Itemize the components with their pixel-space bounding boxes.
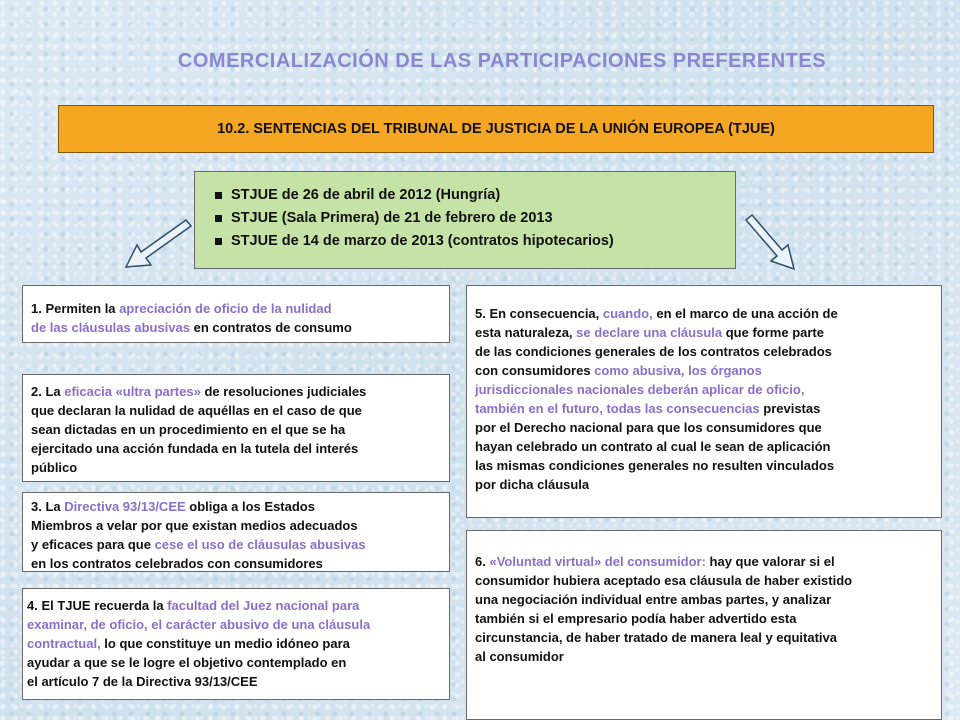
text-line xyxy=(31,420,449,439)
text-line xyxy=(475,361,941,380)
body-text: con consumidores xyxy=(475,363,595,378)
highlighted-text: de las cláusulas abusivas xyxy=(31,320,190,335)
body-text: que forme parte xyxy=(722,325,824,340)
ruling-text: STJUE de 26 de abril de 2012 (Hungría) xyxy=(231,187,501,203)
square-bullet-icon xyxy=(215,238,222,245)
body-text: consumidor hubiera aceptado esa cláusula de haber existido xyxy=(475,573,853,588)
highlighted-text: facultad del Juez nacional para xyxy=(167,598,360,613)
square-bullet-icon xyxy=(215,192,222,199)
highlighted-text: Directiva 93/13/CEE xyxy=(64,499,186,514)
text-line xyxy=(31,554,449,573)
text-line xyxy=(27,653,449,672)
body-text: circunstancia, de haber tratado de manera leal y equitativa xyxy=(475,630,837,645)
text-line xyxy=(31,318,449,337)
highlighted-text: «Voluntad virtual» del consumidor: xyxy=(489,554,706,569)
point-5-box xyxy=(466,285,942,518)
body-text: previstas xyxy=(759,401,821,416)
body-text: que declaran la nulidad de aquéllas en el caso de que xyxy=(31,403,362,418)
ruling-text: STJUE (Sala Primera) de 21 de febrero de 2013 xyxy=(231,210,553,226)
body-text: en el marco de una acción de xyxy=(652,306,838,321)
ruling-item xyxy=(215,230,735,253)
ruling-text: STJUE de 14 de marzo de 2013 (contratos hipotecarios) xyxy=(231,233,614,249)
text-line xyxy=(475,380,941,399)
body-text: de resoluciones judiciales xyxy=(200,384,367,399)
section-header-bar xyxy=(58,105,934,153)
text-line xyxy=(475,475,941,494)
text-line xyxy=(31,401,449,420)
point-4-box xyxy=(22,588,450,700)
body-text: Miembros a velar por que existan medios adecuados xyxy=(31,518,358,533)
body-text: 2. La xyxy=(31,384,65,399)
body-text: 5. En consecuencia, xyxy=(475,306,603,321)
text-line xyxy=(475,647,941,666)
point-1-box xyxy=(22,285,450,343)
highlighted-text: como abusiva, los órganos xyxy=(594,363,762,378)
text-line xyxy=(475,571,941,590)
square-bullet-icon xyxy=(215,215,222,222)
point-6-box xyxy=(466,530,942,720)
text-line xyxy=(475,552,941,571)
body-text: 6. xyxy=(475,554,490,569)
ruling-item xyxy=(215,184,735,207)
body-text: 3. La xyxy=(31,499,65,514)
body-text: lo que constituye un medio idóneo para xyxy=(100,636,350,651)
text-line xyxy=(475,342,941,361)
body-text: hay que valorar si el xyxy=(705,554,835,569)
page-title: COMERCIALIZACIÓN DE LAS PARTICIPACIONES PREFERENTES xyxy=(177,50,827,72)
text-line xyxy=(27,672,449,691)
highlighted-text: eficacia «ultra partes» xyxy=(64,384,201,399)
body-text: hayan celebrado un contrato al cual le sean de aplicación xyxy=(475,439,831,454)
text-line xyxy=(475,456,941,475)
highlighted-text: cuando, xyxy=(602,306,653,321)
body-text: público xyxy=(31,460,78,475)
text-line xyxy=(475,323,941,342)
body-text: de las condiciones generales de los contratos celebrados xyxy=(475,344,832,359)
text-line xyxy=(475,609,941,628)
highlighted-text: se declare una cláusula xyxy=(576,325,723,340)
body-text: también si el empresario podía haber advertido esta xyxy=(475,611,797,626)
body-text: y eficaces para que xyxy=(31,537,155,552)
text-line xyxy=(475,399,941,418)
body-text: obliga a los Estados xyxy=(185,499,315,514)
body-text: en los contratos celebrados con consumidores xyxy=(31,556,323,571)
body-text: en contratos de consumo xyxy=(189,320,352,335)
text-line xyxy=(475,418,941,437)
highlighted-text: cese el uso de cláusulas abusivas xyxy=(154,537,366,552)
highlighted-text: también en el futuro, todas las consecuencias xyxy=(475,401,760,416)
text-line xyxy=(475,590,941,609)
point-2-box xyxy=(22,374,450,482)
body-text: sean dictadas en un procedimiento en el que se ha xyxy=(31,422,346,437)
body-text: al consumidor xyxy=(475,649,564,664)
point-3-box xyxy=(22,492,450,572)
text-line xyxy=(27,634,449,653)
highlighted-text: jurisdiccionales nacionales deberán aplicar de oficio, xyxy=(475,382,805,397)
body-text: esta naturaleza, xyxy=(475,325,577,340)
section-header-text: 10.2. SENTENCIAS DEL TRIBUNAL DE JUSTICIA DE LA UNIÓN EUROPEA (TJUE) xyxy=(217,121,775,137)
text-line xyxy=(31,458,449,477)
text-line xyxy=(31,497,449,516)
text-line xyxy=(31,299,449,318)
ruling-item xyxy=(215,207,735,230)
body-text: 4. El TJUE recuerda la xyxy=(27,598,168,613)
body-text: ejercitado una acción fundada en la tutela del interés xyxy=(31,441,359,456)
body-text: 1. Permiten la xyxy=(31,301,120,316)
text-line xyxy=(475,437,941,456)
body-text: una negociación individual entre ambas partes, y analizar xyxy=(475,592,832,607)
text-line xyxy=(31,439,449,458)
rulings-box xyxy=(194,171,736,269)
text-line xyxy=(31,516,449,535)
text-line xyxy=(27,596,449,615)
highlighted-text: apreciación de oficio de la nulidad xyxy=(119,301,332,316)
text-line xyxy=(31,535,449,554)
body-text: el artículo 7 de la Directiva 93/13/CEE xyxy=(27,674,258,689)
arrow-down-left-icon xyxy=(122,214,192,272)
text-line xyxy=(475,628,941,647)
rulings-list xyxy=(215,184,735,253)
arrow-down-right-icon xyxy=(740,214,800,272)
body-text: ayudar a que se le logre el objetivo contemplado en xyxy=(27,655,347,670)
text-line xyxy=(27,615,449,634)
body-text: por el Derecho nacional para que los consumidores que xyxy=(475,420,822,435)
text-line xyxy=(475,304,941,323)
body-text: las mismas condiciones generales no resulten vinculados xyxy=(475,458,835,473)
body-text: por dicha cláusula xyxy=(475,477,590,492)
highlighted-text: contractual, xyxy=(27,636,101,651)
text-line xyxy=(31,382,449,401)
highlighted-text: examinar, de oficio, el carácter abusivo de una cláusula xyxy=(27,617,371,632)
